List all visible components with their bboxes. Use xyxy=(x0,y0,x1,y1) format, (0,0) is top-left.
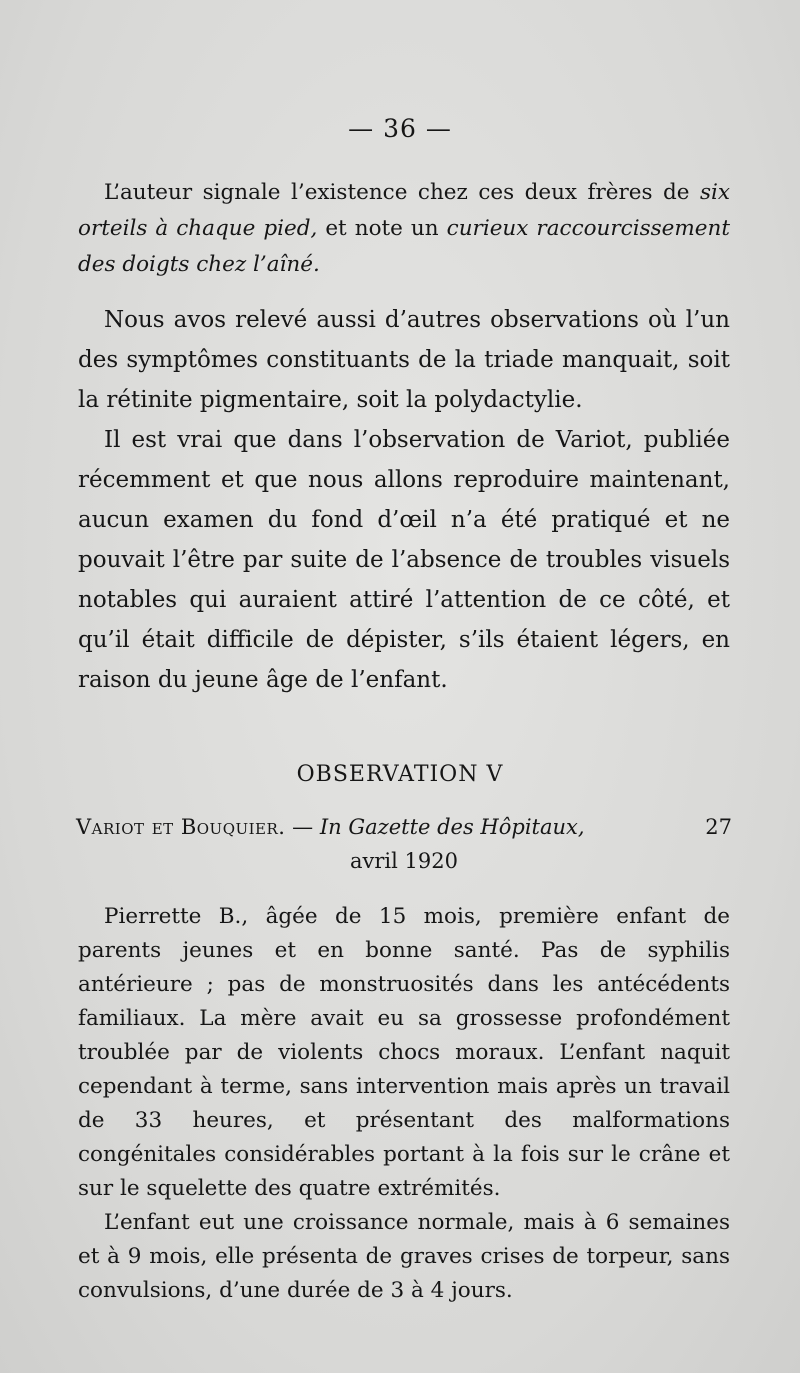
observation-heading: OBSERVATION V xyxy=(296,762,504,787)
source-day: 27 xyxy=(705,815,732,839)
source-date: avril 1920 xyxy=(350,849,458,873)
paragraph-pierrette: Pierrette B., âgée de 15 mois, première enfant de parents jeunes et en bonne santé. Pas de syphilis antérieure ; pas de monstruosités dans les antécédents familiaux. La mère avait eu sa grossesse profondément troublée par de violents chocs moraux. L’enfant naquit cependant à terme, sans intervention mais après un travail de 33 heures, et présentant des malformations congénitales considérables portant à la fois sur le crâne et sur le squelette des quatre extrémités. xyxy=(78,904,730,1201)
paragraph-auteur-lead: L’auteur signale l’existence chez ces deux frères de xyxy=(104,180,700,205)
source-citation xyxy=(76,810,585,844)
page-number: — 36 — xyxy=(348,114,452,143)
source-reference: In Gazette des Hôpitaux, xyxy=(319,815,585,839)
observation-body-block xyxy=(78,900,730,1308)
source-authors: Variot et Bouquier. xyxy=(76,815,286,839)
observation-source xyxy=(76,810,732,878)
body-paragraph-block xyxy=(78,300,730,700)
paragraph-auteur xyxy=(78,175,730,283)
paragraph-auteur-mid: et note un xyxy=(317,216,447,241)
paragraph-variot: Il est vrai que dans l’observation de Variot, publiée récemment et que nous allons reproduire maintenant, aucun examen du fond d’œil n’a été pratiqué et ne pouvait l’être par suite de l’absence de troubles visuels notables qui auraient attiré l’attention de ce côté, et qu’il était difficile de dépister, s’ils étaient légers, en raison du jeune âge de l’enfant. xyxy=(78,427,730,693)
paragraph-nous-avos: Nous avos relevé aussi d’autres observations où l’un des symptômes constituants de la triade manquait, soit la rétinite pigmentaire, soit la polydactylie. xyxy=(78,307,730,413)
paragraph-auteur-emphasis-2: curieux raccourcissement des doigts chez l’aîné. xyxy=(78,216,730,277)
paragraph-auteur-emphasis-1: six orteils à chaque pied, xyxy=(78,180,730,241)
intro-paragraph-block xyxy=(78,175,730,283)
source-dash: — xyxy=(285,815,320,839)
source-line-1 xyxy=(76,810,732,844)
paragraph-croissance: L’enfant eut une croissance normale, mais à 6 semaines et à 9 mois, elle présenta de graves crises de torpeur, sans convulsions, d’une durée de 3 à 4 jours. xyxy=(78,1210,730,1303)
